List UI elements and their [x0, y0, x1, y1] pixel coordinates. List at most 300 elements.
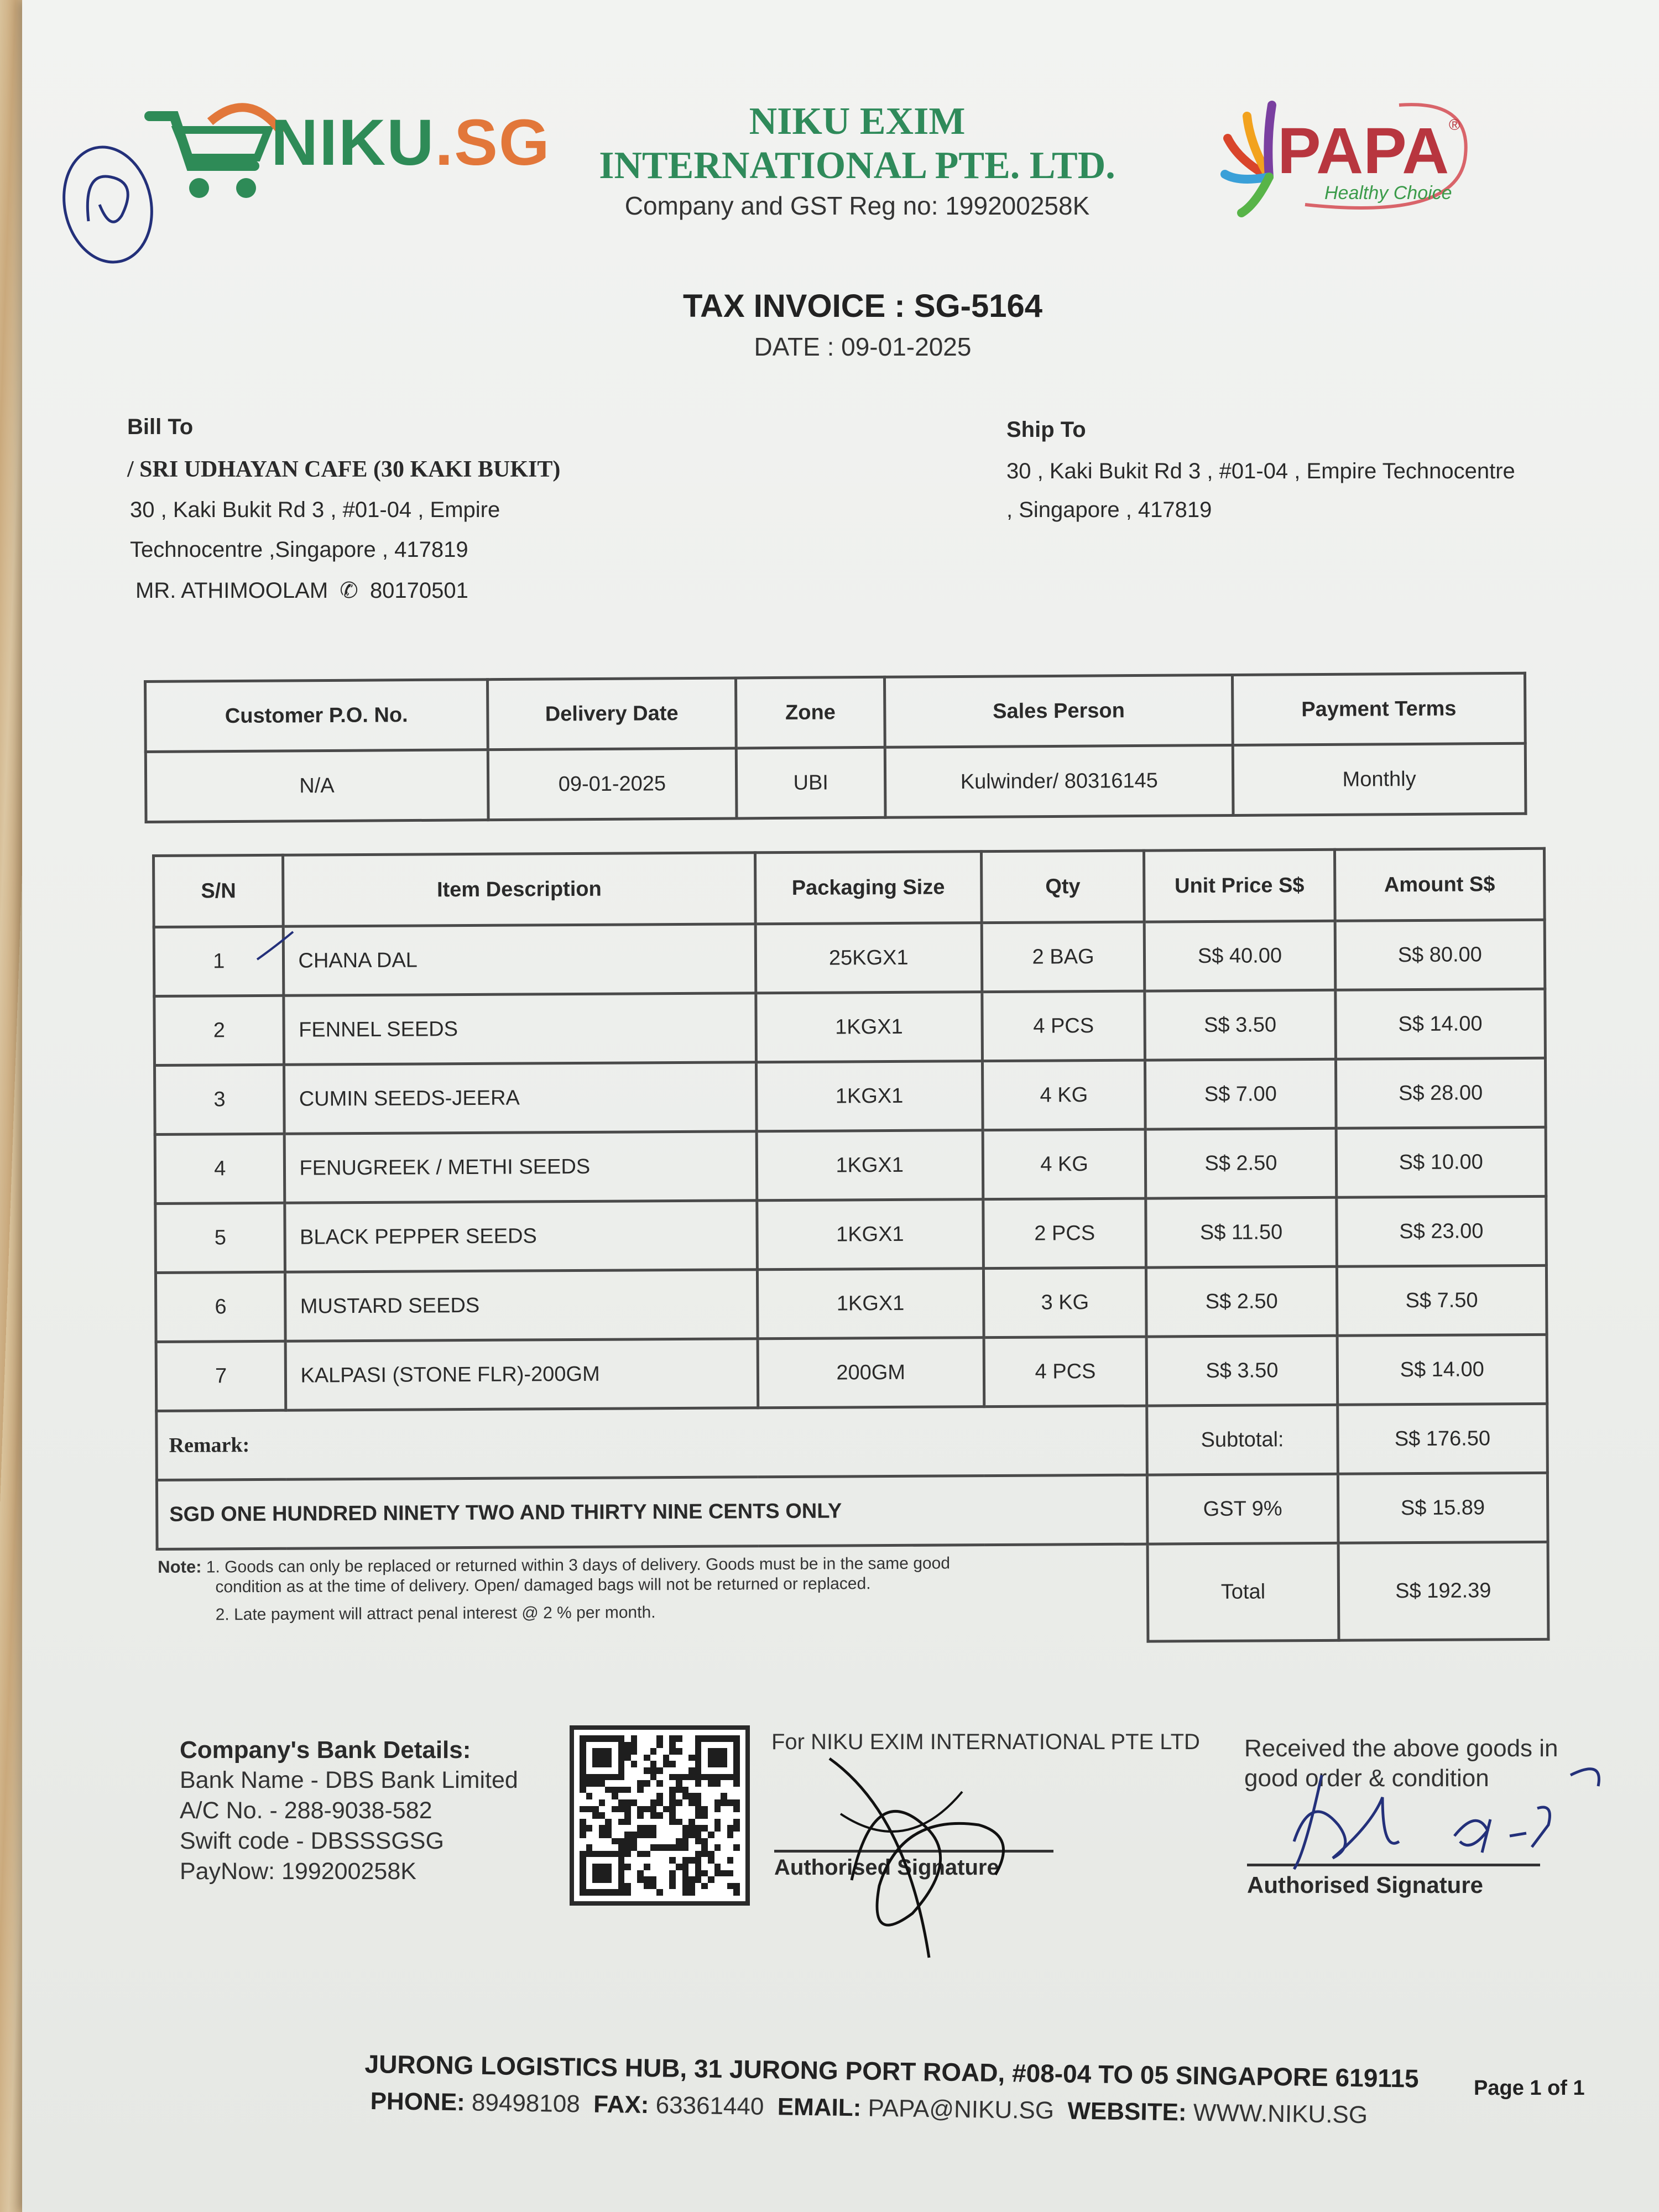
qr-module [605, 1851, 612, 1858]
meta-header-po: Customer P.O. No. [145, 680, 488, 752]
qr-module [592, 1806, 599, 1813]
qr-module [714, 1844, 721, 1851]
subtotal-value: S$ 176.50 [1337, 1404, 1547, 1474]
qr-module [586, 1774, 593, 1781]
row-qty: 4 PCS [984, 1337, 1147, 1407]
qr-module [695, 1864, 702, 1870]
qr-module [669, 1844, 676, 1851]
qr-module [682, 1889, 689, 1896]
qr-module [688, 1889, 695, 1896]
qr-module [682, 1838, 689, 1845]
qr-module [656, 1889, 663, 1896]
qr-module [721, 1774, 727, 1781]
qr-module [714, 1735, 721, 1742]
qr-module [650, 1883, 657, 1890]
qr-module [592, 1889, 599, 1896]
col-description: Item Description [283, 853, 755, 926]
bill-to-address-line2: Technocentre ,Singapore , 417819 [130, 538, 468, 562]
row-unit-price: S$ 2.50 [1145, 1128, 1336, 1198]
qr-module [656, 1799, 663, 1806]
qr-module [599, 1774, 606, 1781]
meta-delivery-date: 09-01-2025 [488, 748, 737, 820]
bill-to-contact [135, 578, 468, 603]
qr-module [605, 1870, 612, 1877]
qr-module [618, 1742, 625, 1749]
received-line1: Received the above goods in [1244, 1735, 1558, 1762]
qr-module [612, 1806, 618, 1813]
qr-module [656, 1742, 663, 1749]
qr-module [676, 1864, 682, 1870]
note-1b: condition as at the time of delivery. Open/ damaged bags will not be returned or replaced. [215, 1574, 871, 1597]
qr-module [733, 1844, 740, 1851]
qr-module [695, 1780, 702, 1787]
qr-module [580, 1761, 586, 1767]
qr-module [612, 1838, 618, 1845]
qr-module [599, 1761, 606, 1767]
invoice-title: TAX INVOICE : SG-5164 [683, 288, 1042, 324]
niku-sg-wordmark: NIKU.SG [271, 106, 551, 179]
qr-module [586, 1780, 593, 1787]
qr-module [688, 1883, 695, 1890]
qr-module [599, 1825, 606, 1832]
note-1a: 1. Goods can only be replaced or returned within 3 days of delivery. Goods must be in the same good [206, 1554, 951, 1577]
qr-module [618, 1755, 625, 1761]
footer-fax: 63361440 [655, 2091, 764, 2120]
qr-module [695, 1870, 702, 1877]
qr-module [586, 1735, 593, 1742]
qr-module [695, 1876, 702, 1883]
qr-module [669, 1742, 676, 1749]
qr-module [733, 1742, 740, 1749]
qr-module [695, 1812, 702, 1819]
qr-module [624, 1748, 631, 1755]
qr-module [708, 1755, 714, 1761]
total-label: Total [1147, 1543, 1338, 1641]
footer-address: JURONG LOGISTICS HUB, 31 JURONG PORT ROAD, #08-04 TO 05 SINGAPORE 619115 [364, 2049, 1419, 2093]
qr-module [580, 1876, 586, 1883]
qr-module [644, 1825, 650, 1832]
qr-module [669, 1819, 676, 1825]
qr-module [644, 1755, 650, 1761]
company-handwritten-signature [818, 1747, 1051, 1969]
qr-module [695, 1832, 702, 1838]
bank-name: Bank Name - DBS Bank Limited [180, 1767, 518, 1793]
order-meta-table [144, 672, 1527, 823]
table-row [155, 1127, 1546, 1203]
qr-module [714, 1799, 721, 1806]
qr-module [605, 1787, 612, 1793]
qr-module [599, 1876, 606, 1883]
qr-module [688, 1832, 695, 1838]
phone-icon: ✆ [340, 578, 358, 603]
qr-module [592, 1870, 599, 1877]
qr-module [605, 1748, 612, 1755]
ship-to-address-line2: , Singapore , 417819 [1006, 498, 1212, 522]
qr-module [708, 1735, 714, 1742]
row-description: FENUGREEK / METHI SEEDS [285, 1131, 757, 1203]
qr-module [721, 1761, 727, 1767]
row-sn: 5 [155, 1203, 285, 1272]
qr-module [656, 1767, 663, 1774]
qr-module [701, 1806, 708, 1813]
qr-module [612, 1793, 618, 1799]
qr-module [605, 1889, 612, 1896]
qr-module [682, 1832, 689, 1838]
table-row [155, 1265, 1547, 1342]
qr-module [650, 1876, 657, 1883]
qr-module [682, 1825, 689, 1832]
website-label: WEBSITE: [1067, 2097, 1187, 2126]
row-amount: S$ 14.00 [1337, 1334, 1547, 1405]
qr-module [605, 1761, 612, 1767]
row-amount: S$ 7.50 [1337, 1265, 1547, 1335]
qr-module [631, 1844, 638, 1851]
row-unit-price: S$ 3.50 [1145, 990, 1335, 1060]
qr-module [631, 1735, 638, 1742]
qr-module [605, 1735, 612, 1742]
qr-module [618, 1787, 625, 1793]
qr-module [612, 1774, 618, 1781]
invoice-sheet [22, 0, 1659, 2212]
gst-label: GST 9% [1147, 1474, 1338, 1544]
amount-in-words: SGD ONE HUNDRED NINETY TWO AND THIRTY NINE CENTS ONLY [156, 1475, 1147, 1549]
qr-module [714, 1825, 721, 1832]
row-amount: S$ 10.00 [1336, 1127, 1546, 1197]
qr-module [695, 1735, 702, 1742]
qr-module [586, 1844, 593, 1851]
email-label: EMAIL: [777, 2093, 862, 2122]
qr-module [695, 1806, 702, 1813]
contact-name: MR. ATHIMOOLAM [135, 578, 328, 603]
qr-module [669, 1793, 676, 1799]
qr-module [637, 1780, 644, 1787]
qr-module [599, 1851, 606, 1858]
qr-module [624, 1799, 631, 1806]
handwritten-circle-mark [44, 138, 171, 282]
meta-payment-terms: Monthly [1233, 743, 1526, 815]
col-unit-price: Unit Price S$ [1144, 849, 1335, 922]
table-row [154, 920, 1545, 996]
qr-module [676, 1787, 682, 1793]
qr-module [624, 1851, 631, 1858]
bank-swift: Swift code - DBSSSGSG [180, 1828, 444, 1854]
qr-module [676, 1780, 682, 1787]
qr-module [688, 1793, 695, 1799]
qr-module [605, 1819, 612, 1825]
qr-module [733, 1806, 740, 1813]
company-reg: Company and GST Reg no: 199200258K [624, 191, 1090, 220]
qr-module [637, 1825, 644, 1832]
row-description: BLACK PEPPER SEEDS [285, 1201, 757, 1272]
row-packaging: 1KGX1 [757, 1199, 983, 1270]
qr-module [727, 1857, 734, 1864]
qr-module [695, 1767, 702, 1774]
qr-module [727, 1870, 734, 1877]
row-amount: S$ 23.00 [1336, 1196, 1546, 1266]
qr-module [714, 1806, 721, 1813]
row-sn: 6 [155, 1272, 285, 1342]
qr-module [631, 1838, 638, 1845]
row-unit-price: S$ 11.50 [1146, 1197, 1337, 1267]
qr-module [695, 1742, 702, 1749]
qr-module [733, 1761, 740, 1767]
qr-module [605, 1825, 612, 1832]
qr-module [618, 1844, 625, 1851]
qr-module [682, 1883, 689, 1890]
qr-module [708, 1832, 714, 1838]
qr-module [650, 1844, 657, 1851]
qr-module [592, 1761, 599, 1767]
qr-module [708, 1851, 714, 1858]
qr-module [714, 1870, 721, 1877]
qr-module [580, 1825, 586, 1832]
meta-header-zone: Zone [735, 677, 885, 748]
qr-module [637, 1876, 644, 1883]
qr-module [592, 1755, 599, 1761]
company-name: NIKU EXIM INTERNATIONAL PTE. LTD. [599, 100, 1115, 187]
qr-module [682, 1864, 689, 1870]
meta-po: N/A [145, 750, 488, 822]
qr-module [580, 1774, 586, 1781]
qr-module [650, 1812, 657, 1819]
col-amount: Amount S$ [1334, 848, 1545, 921]
fax-label: FAX: [593, 2090, 649, 2119]
qr-module [669, 1799, 676, 1806]
qr-module [624, 1838, 631, 1845]
meta-header-sales-person: Sales Person [885, 675, 1233, 747]
authorised-signature-company: Authorised Signature [774, 1855, 999, 1880]
qr-module [650, 1767, 657, 1774]
qr-module [618, 1870, 625, 1877]
qr-module [708, 1780, 714, 1787]
niku-sg-logo [122, 94, 551, 205]
footer-contacts [370, 2088, 1368, 2129]
qr-module [580, 1735, 586, 1742]
footer-website: WWW.NIKU.SG [1193, 2099, 1368, 2129]
qr-module [721, 1870, 727, 1877]
qr-module [637, 1832, 644, 1838]
qr-module [688, 1774, 695, 1781]
qr-module [708, 1876, 714, 1883]
qr-module [618, 1761, 625, 1767]
qr-module [580, 1819, 586, 1825]
qr-module [682, 1793, 689, 1799]
registered-mark: ® [1449, 116, 1460, 133]
qr-module [644, 1780, 650, 1787]
col-qty: Qty [981, 851, 1144, 923]
qr-module [733, 1735, 740, 1742]
qr-module [721, 1735, 727, 1742]
received-line2: good order & condition [1244, 1765, 1489, 1792]
qr-module [618, 1748, 625, 1755]
qr-module [637, 1812, 644, 1819]
qr-module [605, 1774, 612, 1781]
qr-module [733, 1799, 740, 1806]
invoice-date: DATE : 09-01-2025 [754, 332, 972, 361]
qr-module [676, 1748, 682, 1755]
qr-module [733, 1755, 740, 1761]
row-packaging: 1KGX1 [757, 1269, 984, 1339]
qr-module [669, 1857, 676, 1864]
row-sn: 1 [154, 926, 284, 996]
qr-module [714, 1761, 721, 1767]
row-unit-price: S$ 7.00 [1145, 1059, 1336, 1129]
bank-paynow: PayNow: 199200258K [180, 1858, 416, 1885]
qr-module [624, 1832, 631, 1838]
qr-module [586, 1806, 593, 1813]
qr-module [631, 1742, 638, 1749]
qr-module [599, 1889, 606, 1896]
qr-module [599, 1799, 606, 1806]
qr-module [599, 1748, 606, 1755]
qr-module [612, 1851, 618, 1858]
row-packaging: 1KGX1 [756, 1061, 983, 1131]
qr-module [599, 1755, 606, 1761]
qr-module [676, 1774, 682, 1781]
row-amount: S$ 80.00 [1335, 920, 1545, 990]
qr-module [701, 1735, 708, 1742]
qr-module [676, 1799, 682, 1806]
table-row [154, 989, 1546, 1065]
qr-module [669, 1876, 676, 1883]
qr-module [599, 1832, 606, 1838]
qr-module [656, 1812, 663, 1819]
qr-module [701, 1825, 708, 1832]
row-description: CUMIN SEEDS-JEERA [284, 1062, 757, 1134]
qr-module [637, 1851, 644, 1858]
row-unit-price: S$ 3.50 [1146, 1335, 1337, 1406]
qr-module [727, 1832, 734, 1838]
qr-module [695, 1825, 702, 1832]
qr-module [676, 1819, 682, 1825]
items-table [152, 847, 1550, 1648]
row-qty: 4 KG [983, 1129, 1146, 1199]
qr-module [580, 1767, 586, 1774]
qr-module [618, 1767, 625, 1774]
row-amount: S$ 28.00 [1335, 1058, 1546, 1128]
qr-module [618, 1799, 625, 1806]
qr-module [669, 1735, 676, 1742]
qr-module [644, 1883, 650, 1890]
qr-module [695, 1793, 702, 1799]
meta-zone: UBI [736, 747, 885, 818]
row-qty: 3 KG [983, 1267, 1146, 1338]
remark-label: Remark: [156, 1406, 1147, 1480]
qr-module [688, 1857, 695, 1864]
row-sn: 2 [154, 995, 284, 1065]
qr-module [592, 1876, 599, 1883]
qr-module [650, 1832, 657, 1838]
qr-module [688, 1755, 695, 1761]
subtotal-label: Subtotal: [1147, 1405, 1338, 1475]
meta-header-payment-terms: Payment Terms [1232, 673, 1525, 745]
qr-module [721, 1755, 727, 1761]
qr-module [592, 1864, 599, 1870]
qr-module [695, 1774, 702, 1781]
qr-module [695, 1755, 702, 1761]
qr-module [650, 1806, 657, 1813]
gst-value: S$ 15.89 [1338, 1473, 1548, 1543]
qr-module [727, 1799, 734, 1806]
qr-module [618, 1774, 625, 1781]
qr-module [682, 1857, 689, 1864]
row-description: KALPASI (STONE FLR)-200GM [286, 1339, 758, 1410]
qr-module [695, 1851, 702, 1858]
row-sn: 4 [155, 1134, 285, 1203]
qr-module [580, 1787, 586, 1793]
qr-module [650, 1774, 657, 1781]
qr-module [688, 1767, 695, 1774]
papa-logo [1217, 83, 1482, 227]
row-unit-price: S$ 2.50 [1146, 1266, 1337, 1337]
qr-module [586, 1889, 593, 1896]
qr-module [592, 1748, 599, 1755]
meta-header-row [145, 673, 1526, 752]
table-row [156, 1334, 1547, 1411]
qr-module [656, 1735, 663, 1742]
qr-module [733, 1774, 740, 1781]
qr-module [605, 1832, 612, 1838]
qr-module [708, 1748, 714, 1755]
qr-module [733, 1767, 740, 1774]
qr-module [612, 1787, 618, 1793]
qr-module [631, 1748, 638, 1755]
qr-module [701, 1774, 708, 1781]
qr-module [605, 1755, 612, 1761]
qr-module [695, 1857, 702, 1864]
row-amount: S$ 14.00 [1335, 989, 1546, 1059]
qr-module [624, 1819, 631, 1825]
note-label: Note: [158, 1557, 202, 1577]
qr-module [663, 1844, 670, 1851]
qr-module [669, 1787, 676, 1793]
qr-module [650, 1825, 657, 1832]
qr-module [580, 1883, 586, 1890]
qr-module [624, 1864, 631, 1870]
row-packaging: 200GM [758, 1338, 984, 1408]
meta-sales-person: Kulwinder/ 80316145 [885, 745, 1233, 817]
qr-module [580, 1755, 586, 1761]
items-header-row [154, 848, 1545, 927]
qr-module [592, 1780, 599, 1787]
note-2: 2. Late payment will attract penal interest @ 2 % per month. [215, 1603, 656, 1624]
ship-to-address-line1: 30 , Kaki Bukit Rd 3 , #01-04 , Empire Technocentre [1006, 459, 1515, 483]
qr-module [599, 1780, 606, 1787]
qr-module [592, 1735, 599, 1742]
qr-module [644, 1864, 650, 1870]
row-description: CHANA DAL [284, 924, 756, 995]
total-row [157, 1542, 1548, 1646]
qr-module [695, 1748, 702, 1755]
qr-module [708, 1761, 714, 1767]
qr-module [618, 1857, 625, 1864]
qr-module [644, 1767, 650, 1774]
qr-module [618, 1889, 625, 1896]
qr-module [669, 1761, 676, 1767]
qr-module [727, 1735, 734, 1742]
qr-module [656, 1793, 663, 1799]
qr-module [701, 1844, 708, 1851]
qr-module [676, 1838, 682, 1845]
qr-module [624, 1844, 631, 1851]
qr-module [605, 1876, 612, 1883]
qr-module [688, 1799, 695, 1806]
qr-module [586, 1793, 593, 1799]
qr-module [618, 1876, 625, 1883]
qr-module [624, 1812, 631, 1819]
qr-module [618, 1883, 625, 1890]
row-description: MUSTARD SEEDS [285, 1270, 758, 1341]
